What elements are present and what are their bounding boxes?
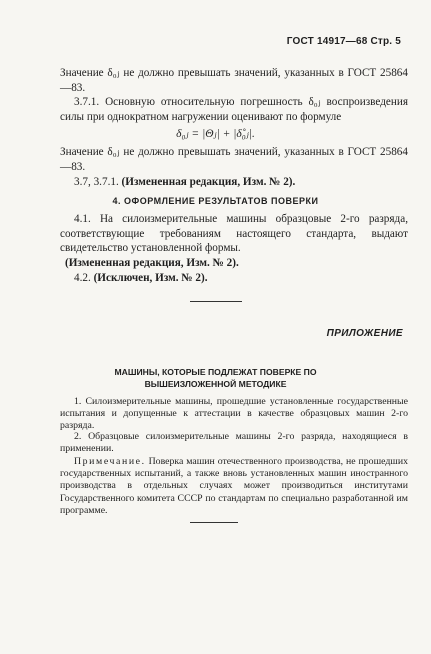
paragraph-amendment-3-7 <box>60 175 408 190</box>
clause-ref-4-2: 4.2. <box>74 272 91 284</box>
amendment-note: (Измененная редакция, Изм. № 2). <box>121 176 296 188</box>
note-label: Примечание. <box>74 456 146 467</box>
formula-error: δ₀ⱼ = |Θⱼ| + |δ̊₀ⱼ|. <box>176 128 255 140</box>
paragraph-3-7-1: 3.7.1. Основную относительную погрешность δ₀ⱼ воспроизведения силы при однократном нагружении оценивают по формуле <box>60 96 408 123</box>
appendix-item-2: 2. Образцовые силоизмерительные машины 2-го разряда, находящиеся в применении. <box>60 431 408 455</box>
appendix-title-line-2: ВЫШЕИЗЛОЖЕННОЙ МЕТОДИКЕ <box>144 379 287 389</box>
paragraph-value-limit-2: Значение δ₀ⱼ не должно превышать значений, указанных в ГОСТ 25864—83. <box>60 146 408 173</box>
note-text: Поверка машин отечественного производства, не прошедших государственных испытаний, а также вновь установленных машин иностранного производства в отдельных случаях может производиться институтами Государственного комитета СССР по стандартам по специально разработанной им программе. <box>60 456 408 516</box>
section-title: 4. ОФОРМЛЕНИЕ РЕЗУЛЬТАТОВ ПОВЕРКИ <box>112 196 319 206</box>
appendix-item-1: 1. Силоизмерительные машины, прошедшие установленные государственные испытания и допущенные к аттестации в качестве образцовых машин 2-го разряда. <box>60 396 408 432</box>
page-header: ГОСТ 14917—68 Стр. 5 <box>286 36 401 47</box>
appendix-title-line-1: МАШИНЫ, КОТОРЫЕ ПОДЛЕЖАТ ПОВЕРКЕ ПО <box>114 367 317 377</box>
end-rule <box>190 522 238 523</box>
amendment-note-4-1: (Измененная редакция, Изм. № 2). <box>65 257 239 269</box>
appendix-label: ПРИЛОЖЕНИЕ <box>326 328 403 339</box>
paragraph-4-2 <box>60 271 408 286</box>
excluded-note: (Исключен, Изм. № 2). <box>93 272 208 284</box>
appendix-note <box>60 456 408 517</box>
paragraph-value-limit-1: Значение δ₀ⱼ не должно превышать значений, указанных в ГОСТ 25864—83. <box>60 67 408 94</box>
paragraph-4-1: 4.1. На силоизмерительные машины образцовые 2-го разряда, соответствующие требованиям настоящего стандарта, выдают свидетельство установленной формы. <box>60 213 408 255</box>
separator-rule <box>190 301 242 302</box>
amendment-clause-ref: 3.7, 3.7.1. <box>74 176 119 188</box>
